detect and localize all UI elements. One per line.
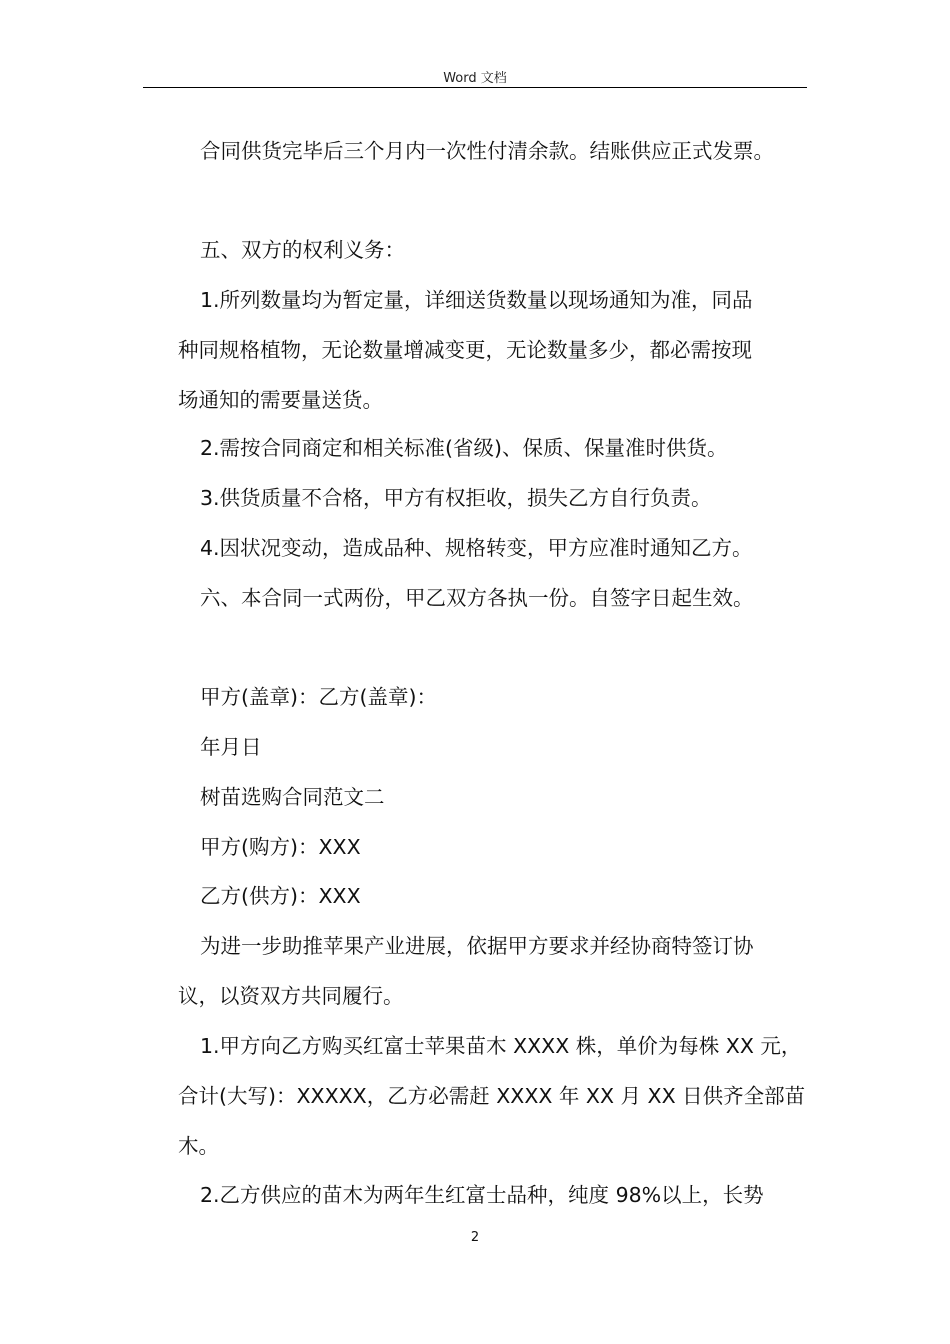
paragraph-line: 2.乙方供应的苗木为两年生红富士品种，纯度 98%以上，长势: [200, 1183, 764, 1207]
paragraph-line: 1.所列数量均为暂定量，详细送货数量以现场通知为准，同品: [200, 288, 753, 312]
paragraph-line: 木。: [178, 1134, 219, 1158]
paragraph-line: 3.供货质量不合格，甲方有权拒收，损失乙方自行负责。: [200, 486, 712, 510]
section-heading: 五、双方的权利义务：: [200, 238, 405, 262]
document-subtitle: 树苗选购合同范文二: [200, 785, 385, 809]
paragraph-line: 种同规格植物，无论数量增减变更，无论数量多少，都必需按现: [178, 338, 752, 362]
paragraph-line: 为进一步助推苹果产业进展，依据甲方要求并经协商特签订协: [200, 934, 754, 958]
page-number: 2: [470, 1230, 480, 1245]
party-b-line: 乙方(供方)：XXX: [200, 884, 361, 908]
header-divider: [143, 87, 807, 88]
signature-line: 甲方(盖章)：乙方(盖章)：: [200, 685, 437, 709]
paragraph-line: 1.甲方向乙方购买红富士苹果苗木 XXXX 株，单价为每株 XX 元，: [200, 1034, 802, 1058]
section-heading: 六、本合同一式两份，甲乙双方各执一份。自签字日起生效。: [200, 586, 754, 610]
paragraph-line: 合同供货完毕后三个月内一次性付清余款。结账供应正式发票。: [200, 139, 774, 163]
paragraph-line: 议，以资双方共同履行。: [178, 984, 404, 1008]
paragraph-line: 4.因状况变动，造成品种、规格转变，甲方应准时通知乙方。: [200, 536, 753, 560]
page-header-title: Word 文档: [443, 71, 507, 86]
date-line: 年月日: [200, 735, 262, 759]
paragraph-line: 场通知的需要量送货。: [178, 388, 383, 412]
party-a-line: 甲方(购方)：XXX: [200, 835, 361, 859]
paragraph-line: 2.需按合同商定和相关标准(省级)、保质、保量准时供货。: [200, 436, 728, 460]
paragraph-line: 合计(大写)：XXXXX，乙方必需赶 XXXX 年 XX 月 XX 日供齐全部苗: [178, 1084, 806, 1108]
